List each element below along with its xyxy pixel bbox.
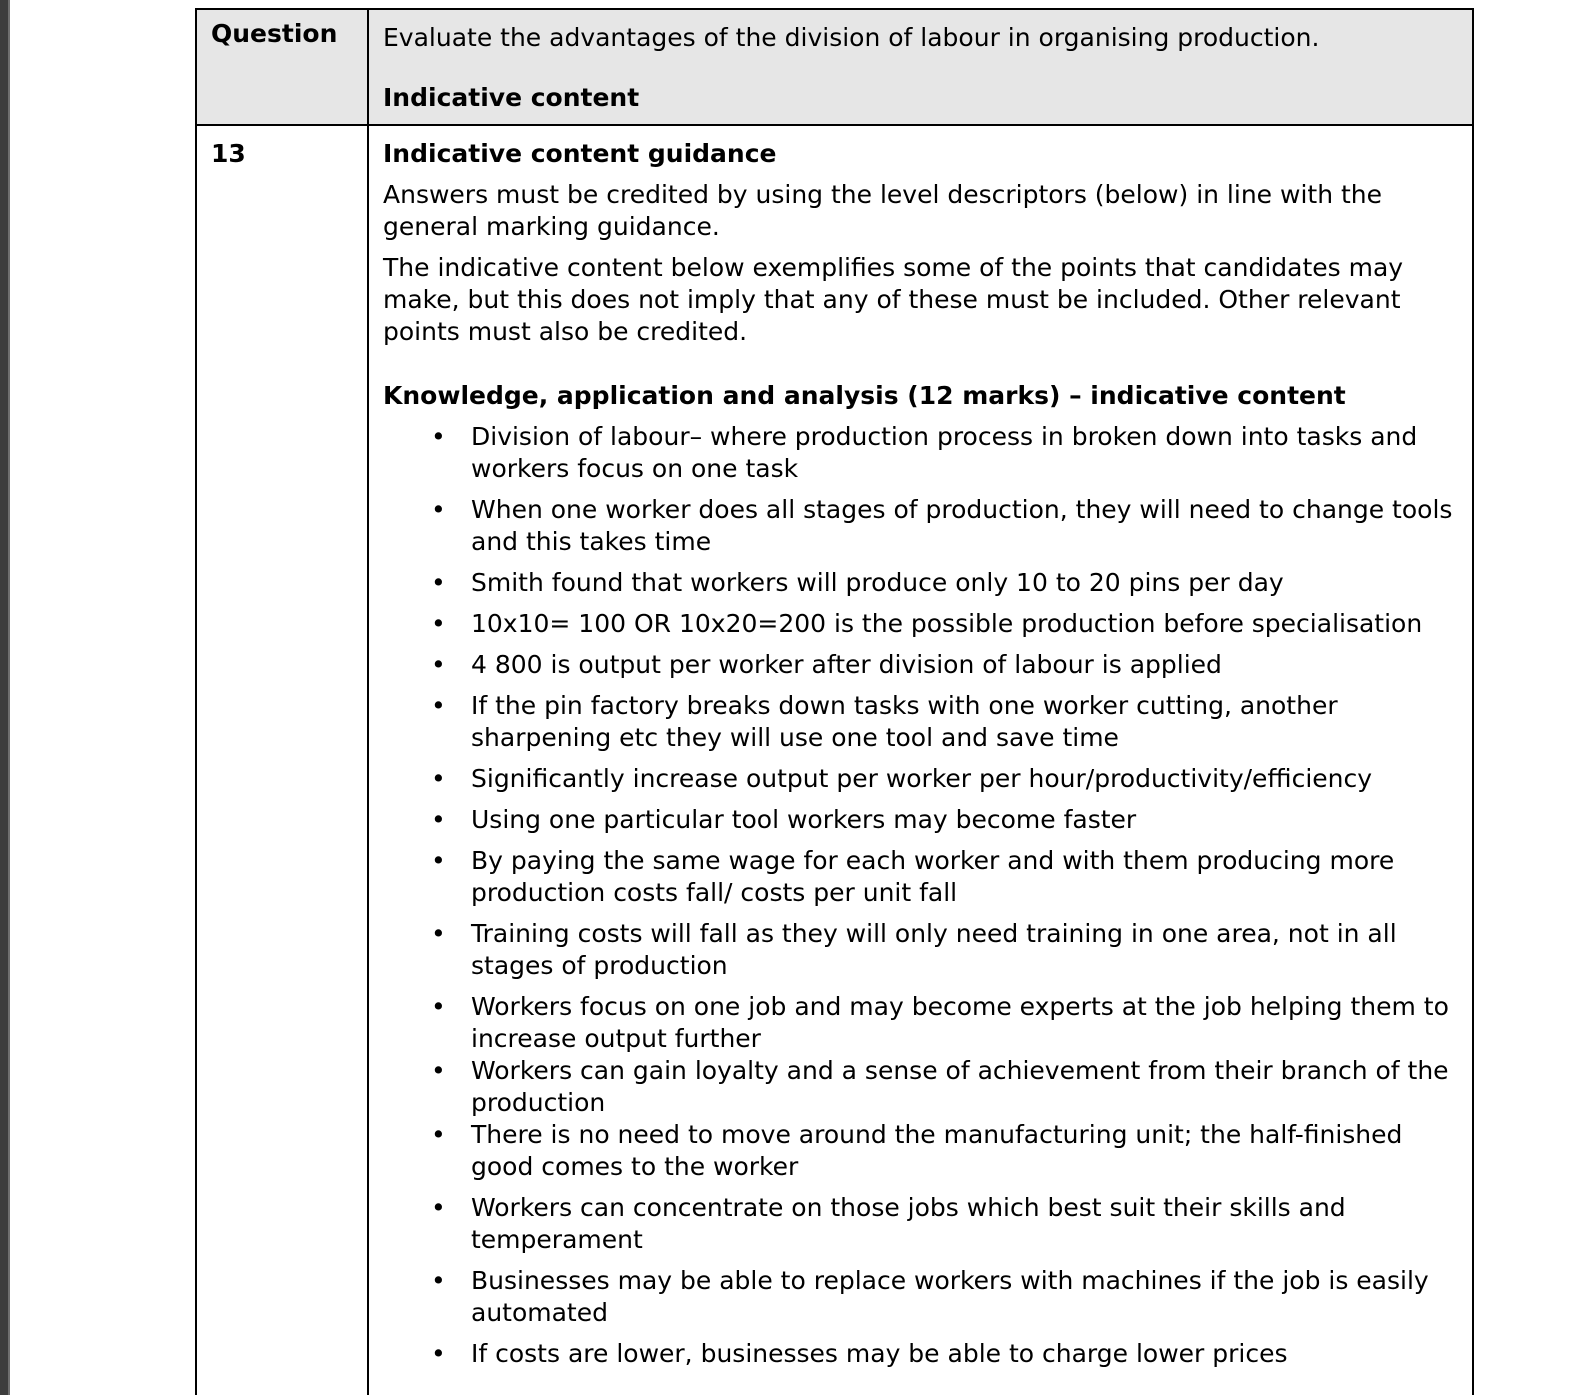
bullet-item: • Smith found that workers will produce only 10 to 20 pins per day — [471, 567, 1458, 599]
question-header-cell — [197, 10, 369, 124]
bullet-item: • Division of labour– where production process in broken down into tasks and workers focus on one task — [471, 421, 1458, 485]
guidance-paragraph-2: The indicative content below exemplifies some of the points that candidates may make, but this does not imply that any of these must be included. Other relevant points must also be credited. — [383, 253, 1404, 346]
bullet-item: • If costs are lower, businesses may be able to charge lower prices — [471, 1338, 1458, 1370]
indicative-content-subheading: Indicative content — [383, 83, 640, 112]
indicative-content-bullet-list — [383, 421, 1458, 1370]
bullet-item: • Workers can concentrate on those jobs which best suit their skills and temperament — [471, 1192, 1458, 1256]
bullet-item: • Significantly increase output per worker per hour/productivity/efficiency — [471, 763, 1458, 795]
mark-scheme-table — [195, 8, 1474, 1395]
question-number-cell — [197, 126, 369, 1395]
page-edge-bar — [0, 0, 10, 1395]
bullet-item: • Using one particular tool workers may become faster — [471, 804, 1458, 836]
bullet-item: • Training costs will fall as they will only need training in one area, not in all stages of production — [471, 918, 1458, 982]
guidance-paragraph-1: Answers must be credited by using the level descriptors (below) in line with the general marking guidance. — [383, 180, 1383, 241]
bullet-item: • If the pin factory breaks down tasks with one worker cutting, another sharpening etc they will use one tool and save time — [471, 690, 1458, 754]
guidance-cell — [369, 126, 1472, 1395]
question-column-label: Question — [211, 19, 338, 48]
knowledge-section-heading: Knowledge, application and analysis (12 marks) – indicative content — [383, 381, 1346, 410]
question-header-row — [197, 10, 1472, 126]
bullet-item: • There is no need to move around the manufacturing unit; the half-finished good comes to the worker — [471, 1119, 1458, 1183]
bullet-item: • 10x10= 100 OR 10x20=200 is the possible production before specialisation — [471, 608, 1458, 640]
bullet-item: • 4 800 is output per worker after division of labour is applied — [471, 649, 1458, 681]
bullet-item: • Workers can gain loyalty and a sense of achievement from their branch of the production — [471, 1055, 1458, 1119]
question-text-cell — [369, 10, 1472, 124]
bullet-item: • Workers focus on one job and may become experts at the job helping them to increase output further — [471, 991, 1458, 1055]
question-13-row — [197, 126, 1472, 1395]
bullet-item: • Businesses may be able to replace workers with machines if the job is easily automated — [471, 1265, 1458, 1329]
bullet-item: • By paying the same wage for each worker and with them producing more production costs fall/ costs per unit fall — [471, 845, 1458, 909]
bullet-item: • When one worker does all stages of production, they will need to change tools and this takes time — [471, 494, 1458, 558]
guidance-heading: Indicative content guidance — [383, 139, 777, 168]
question-text: Evaluate the advantages of the division of labour in organising production. — [383, 23, 1320, 52]
question-number: 13 — [211, 139, 246, 168]
